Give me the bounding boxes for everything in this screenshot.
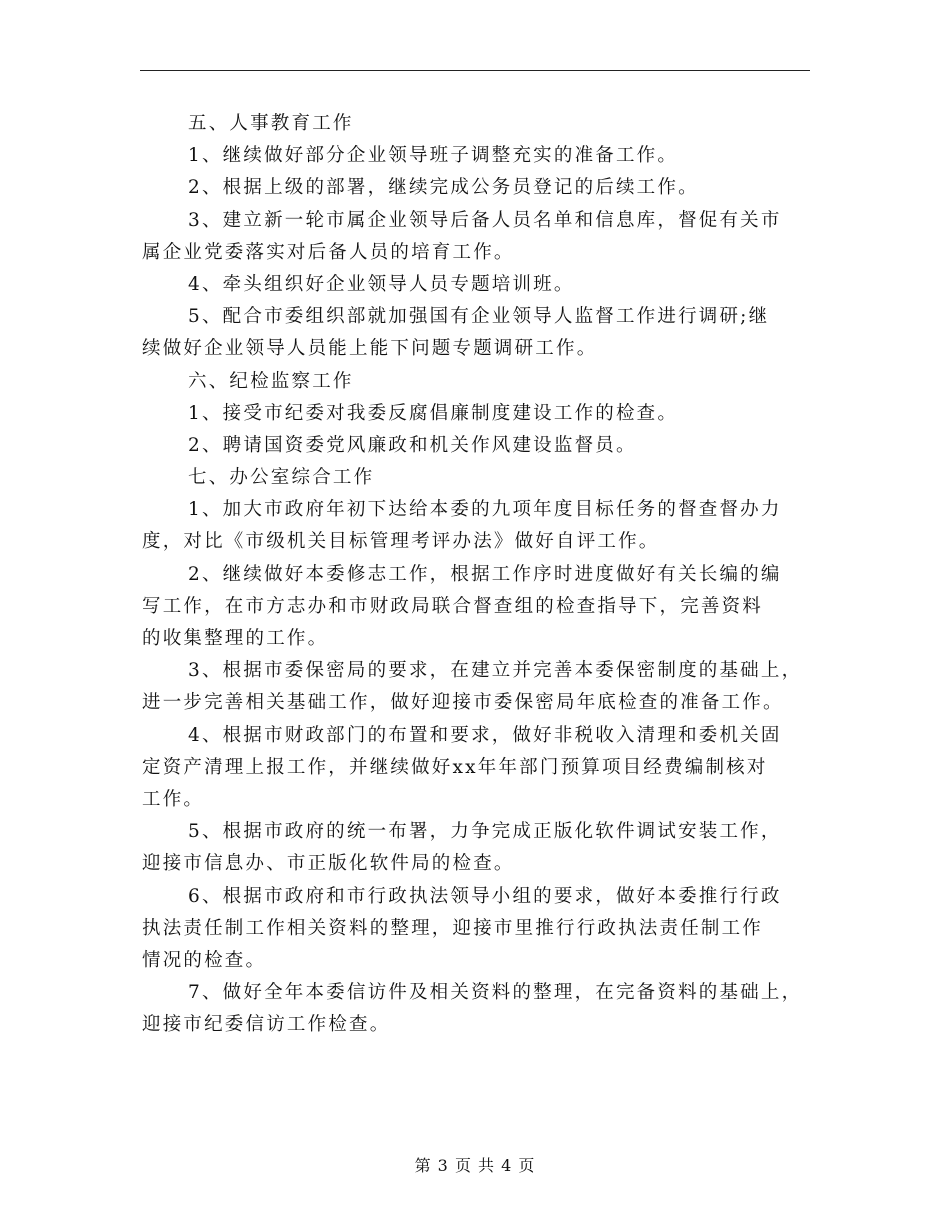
document-line: 工作。 [142, 788, 205, 810]
document-line: 3、根据市委保密局的要求，在建立并完善本委保密制度的基础上， [188, 660, 803, 682]
document-line: 写工作，在市方志办和市财政局联合督查组的检查指导下，完善资料 [142, 595, 764, 617]
document-line: 六、纪检监察工作 [188, 370, 354, 392]
document-line: 2、继续做好本委修志工作，根据工作序时进度做好有关长编的编 [188, 563, 782, 585]
document-line: 1、加大市政府年初下达给本委的九项年度目标任务的督查督办力 [188, 499, 782, 521]
document-line: 的收集整理的工作。 [142, 628, 329, 649]
document-line: 5、根据市政府的统一布署，力争完成正版化软件调试安装工作， [188, 821, 782, 843]
document-line: 迎接市信息办、市正版化软件局的检查。 [142, 853, 515, 875]
document-line: 5、配合市委组织部就加强国有企业领导人监督工作进行调研;继 [188, 306, 770, 328]
page-footer: 第 3 页 共 4 页 [414, 1156, 536, 1175]
document-line: 五、人事教育工作 [188, 113, 354, 134]
document-line: 进一步完善相关基础工作，做好迎接市委保密局年底检查的准备工作。 [142, 692, 784, 714]
document-line: 定资产清理上报工作，并继续做好xx年年部门预算项目经费编制核对 [142, 756, 768, 778]
document-line: 2、聘请国资委党风廉政和机关作风建设监督员。 [188, 434, 637, 456]
document-line: 1、继续做好部分企业领导班子调整充实的准备工作。 [188, 145, 679, 167]
document-line: 7、做好全年本委信访件及相关资料的整理，在完备资料的基础上， [188, 982, 803, 1004]
document-line: 七、办公室综合工作 [188, 467, 375, 489]
document-line: 度，对比《市级机关目标管理考评办法》做好自评工作。 [142, 531, 660, 553]
document-line: 2、根据上级的部署，继续完成公务员登记的后续工作。 [188, 177, 699, 199]
document-line: 4、牵头组织好企业领导人员专题培训班。 [188, 273, 575, 295]
header-rule [140, 70, 810, 71]
document-line: 续做好企业领导人员能上能下问题专题调研工作。 [142, 338, 598, 360]
document-line: 属企业党委落实对后备人员的培育工作。 [142, 241, 515, 263]
document-line: 3、建立新一轮市属企业领导后备人员名单和信息库，督促有关市 [188, 209, 782, 231]
document-line: 1、接受市纪委对我委反腐倡廉制度建设工作的检查。 [188, 402, 679, 424]
document-line: 情况的检查。 [142, 949, 267, 971]
document-line: 4、根据市财政部门的布置和要求，做好非税收入清理和委机关固 [188, 724, 782, 746]
document-line: 6、根据市政府和市行政执法领导小组的要求，做好本委推行行政 [188, 885, 782, 907]
document-line: 执法责任制工作相关资料的整理，迎接市里推行行政执法责任制工作 [142, 917, 764, 939]
document-body [142, 108, 814, 1041]
document-line: 迎接市纪委信访工作检查。 [142, 1014, 391, 1036]
